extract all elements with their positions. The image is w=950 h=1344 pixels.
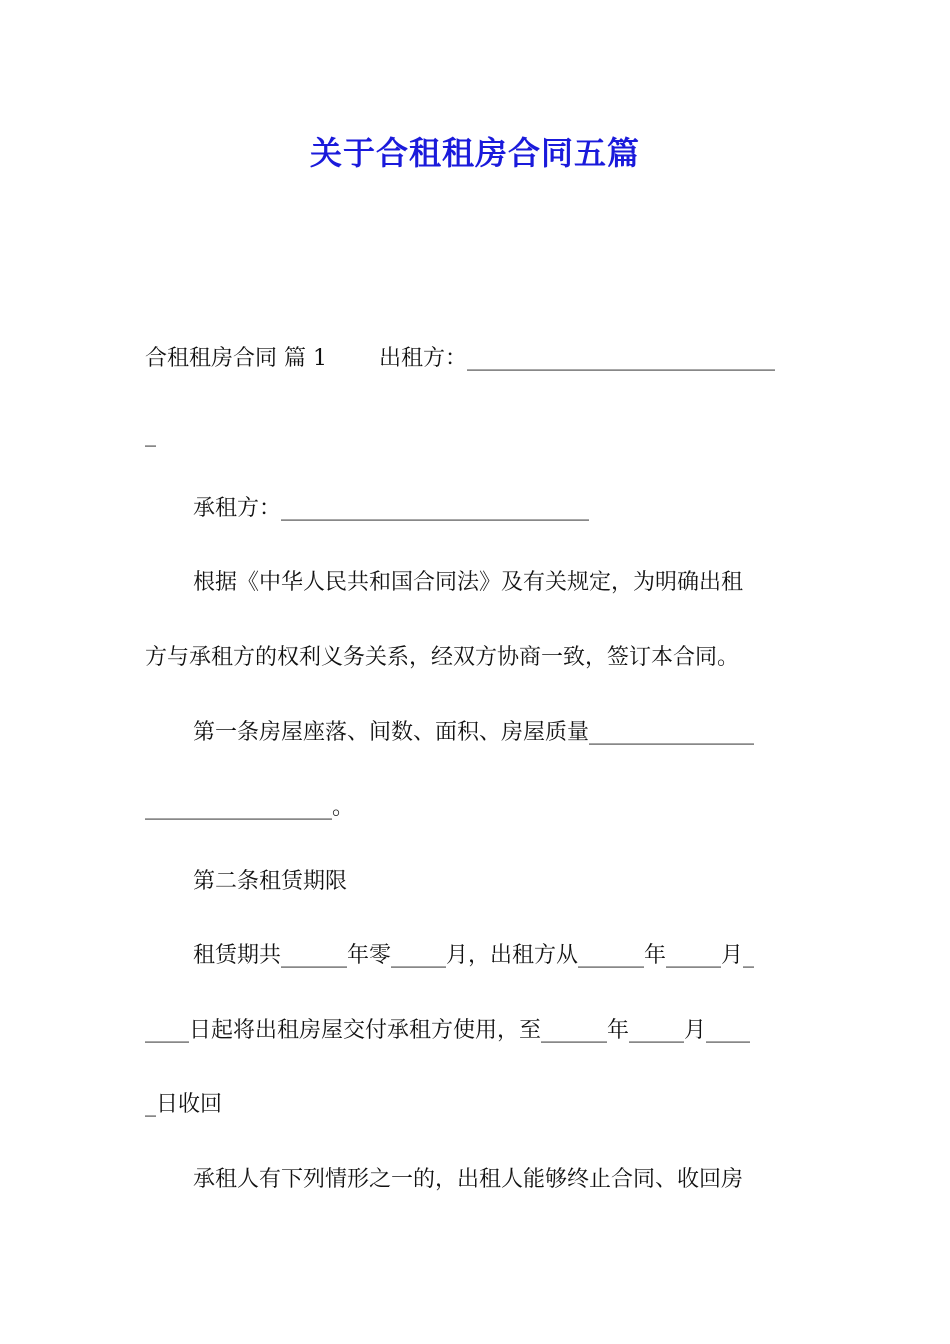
paragraph-line: _日收回	[145, 1092, 223, 1117]
paragraph-line: 方与承租方的权利义务关系，经双方协商一致，签订本合同。	[145, 645, 740, 670]
paragraph-line	[145, 344, 810, 374]
lessee-field: 承租方：____________________________	[193, 496, 590, 521]
paragraph-line: _________________。	[145, 795, 355, 820]
paragraph-line: _	[145, 422, 156, 447]
paragraph-line: 第一条房屋座落、间数、面积、房屋质量_______________	[193, 720, 755, 745]
paragraph-line: 租赁期共______年零_____月，出租方从______年_____月_	[193, 943, 755, 968]
paragraph-line: ____日起将出租房屋交付承租方使用，至______年_____月____	[145, 1018, 751, 1043]
lessor-field: 出租方：____________________________	[378, 346, 775, 371]
section-heading: 合租租房合同 篇 1	[145, 346, 327, 371]
paragraph-line: 根据《中华人民共和国合同法》及有关规定，为明确出租	[193, 570, 744, 595]
paragraph-line: 承租人有下列情形之一的，出租人能够终止合同、收回房	[193, 1167, 744, 1192]
document-title: 关于合租租房合同五篇	[309, 134, 640, 172]
article-heading: 第二条租赁期限	[193, 869, 348, 894]
